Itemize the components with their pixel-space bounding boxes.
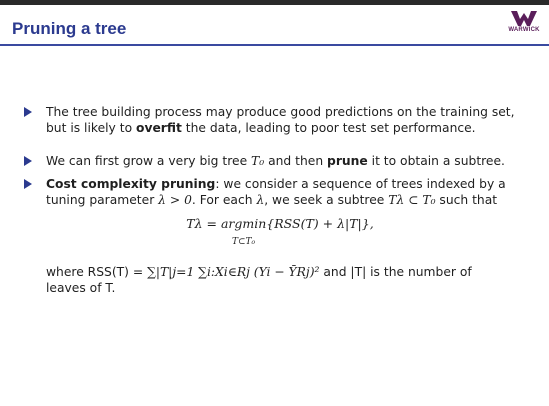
bullet-text: it to obtain a subtree. [367,154,505,168]
rss-definition [24,264,536,296]
where-text: leaves of T. [46,281,116,295]
bullet-text: : we consider a sequence of trees indexed by a [215,177,506,191]
bullet-prune [24,153,536,169]
slide-body [24,104,536,296]
logo-wordmark: WARWICK [508,27,540,33]
bullet-text: The tree building process may produce good predictions on the training set, [46,105,515,119]
bullet-overfit [24,104,536,136]
math-t0: T₀ [251,154,265,168]
math-subtree: Tλ ⊂ T₀ [388,193,436,207]
bullet-cost-complexity [24,176,536,208]
title-rule [0,44,549,46]
bullet-text: We can first grow a very big tree [46,154,252,168]
bullet-triangle-icon [24,179,32,189]
argmin-formula [24,216,536,264]
warwick-logo [504,11,544,37]
bullet-text: the data, leading to poor test set performance. [181,121,476,135]
bullet-text: . For each [191,193,257,207]
bullet-text: , we seek a subtree [264,193,389,207]
bullet-text: but is likely to [46,121,136,135]
top-bar [0,0,549,5]
bullet-triangle-icon [24,156,32,166]
bold-term: overfit [136,121,182,135]
bullet-text: such that [435,193,498,207]
bullet-triangle-icon [24,107,32,117]
math-lambda: λ [256,193,265,207]
bullet-text: and then [264,154,328,168]
math-lambda-positive: λ > 0 [158,193,192,207]
rss-sum: ∑|T|j=1 ∑i:Xi∈Rj (Yi − ȲRj)² [147,265,320,279]
where-text: where RSS(T) = [46,265,148,279]
bold-term: Cost complexity pruning [46,177,216,191]
formula-subscript: T⊂T₀ [232,237,256,247]
bold-term: prune [327,154,368,168]
where-text: and |T| is the number of [319,265,472,279]
bullet-text: tuning parameter [46,193,159,207]
slide-title: Pruning a tree [12,19,127,38]
warwick-logo-icon [511,11,537,26]
formula-main: Tλ = argmin{RSS(T) + λ|T|}, [186,216,374,231]
